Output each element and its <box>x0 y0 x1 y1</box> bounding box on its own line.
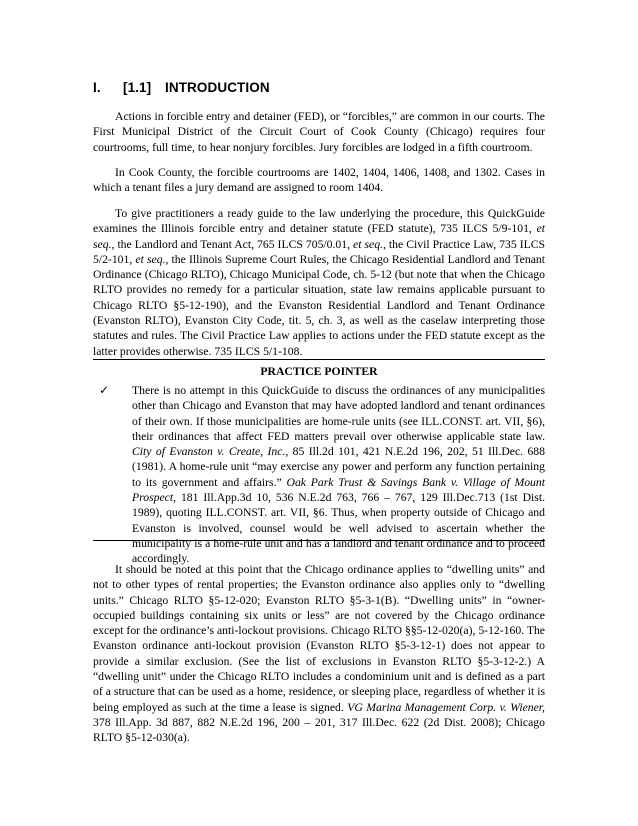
paragraph-intro <box>93 109 545 155</box>
section-ref: [1.1] <box>123 80 152 95</box>
paragraph-courtrooms <box>93 165 545 196</box>
practice-pointer-title: PRACTICE POINTER <box>260 365 378 378</box>
section-heading <box>93 80 270 95</box>
practice-pointer-top-rule <box>93 359 545 360</box>
text-run: the Civil Practice Law, 735 ILCS 5/2-101, <box>93 237 546 266</box>
text-run: It should be noted at this point that the Chicago ordinance applies to “dwelling units” and not to other types of rental properties; the Evanston ordinance also applies only to “dwelling units.” Chicago RLTO §5-12-020; Evanston RLTO §5-3-1(B). “Dwelling units” in “owner-occupied buildings containing six units or less” are not covered by the Chicago ordinance except for the ordinance’s anti-lockout provisions. Chicago RLTO §§5-12-020(a), 5-12-160. The Evanston ordinance anti-lockout provision (Evanston RLTO §5-3-12-1) does not appear to provide a similar exclusion. (See the list of exclusions in Evanston RLTO §5-3-12-2.) A “dwelling unit” under the Chicago RLTO includes a condominium unit and is defined as a part of a structure that can be used as a home, residence, or sleeping place, regardless of whether it is being employed as such at the time a lease is signed. <box>93 563 545 714</box>
text-run: the Landlord and Tenant Act, 765 ILCS 705/0.01, <box>114 237 354 251</box>
italic-run: et seq., <box>353 237 386 251</box>
text-run: There is no attempt in this QuickGuide to discuss the ordinances of any municipalities other than Chicago and Evanston that may have adopted landlord and tenant ordinances of their own. If those municipalities are home-rule units (see ILL.CONST. art. VII, §6), their ordinances that affect FED matters prevail over otherwise applicable state law. <box>132 384 545 443</box>
text-run: 181 Ill.App.3d 10, 536 N.E.2d 763, 766 – 767, 129 Ill.Dec.713 (1st Dist. 1989), quoting ILL.CONST. art. VII, §6. Thus, when property outside of Chicago and Evanston is involved, counsel would be well advised to ascertain whether the municipality is a home-rule unit and has a landlord and tenant ordinance and to proceed accordingly. <box>132 491 545 566</box>
text-run: 378 Ill.App. 3d 887, 882 N.E.2d 196, 200 – 201, 317 Ill.Dec. 622 (2d Dist. 2008); Chicago RLTO §5-12-030(a). <box>93 715 545 745</box>
italic-run: et seq., <box>93 222 545 251</box>
italic-run: VG Marina Management Corp. v. Wiener, <box>347 700 545 714</box>
italic-run: Oak Park Trust & Savings Bank v. Village of Mount Prospect, <box>132 475 545 505</box>
paragraph-scope <box>93 206 545 359</box>
practice-pointer-bottom-rule <box>93 540 545 541</box>
paragraph-text <box>93 562 545 746</box>
section-title: INTRODUCTION <box>165 80 270 95</box>
italic-run: City of Evanston v. Create, Inc., <box>132 445 289 459</box>
text-run: 85 Ill.2d 101, 421 N.E.2d 196, 202, 51 Ill.Dec. 688 (1981). A home-rule unit “may exercise any power and perform any function pertaining to its government and affairs.” <box>132 445 545 489</box>
paragraph-dwelling-units <box>93 562 545 746</box>
paragraph-text <box>93 206 545 359</box>
text-run: the Illinois Supreme Court Rules, the Chicago Residential Landlord and Tenant Ordinance (Chicago RLTO), Chicago Municipal Code, ch. 5-12 (but note that when the Chicago RLTO provides no remedy for a particular situation, state law remains applicable pursuant to Chicago RLTO §5-12-190), and the Evanston Residential Landlord and Tenant Ordinance (Evanston RLTO), Evanston City Code, tit. 5, ch. 3, as well as the caselaw interpreting those statutes and rules. The Civil Practice Law applies to actions under the FED statute except as the latter provides otherwise. 735 ILCS 5/1-108. <box>93 252 545 358</box>
paragraph-text: In Cook County, the forcible courtrooms are 1402, 1404, 1406, 1408, and 1302. Cases in which a tenant files a jury demand are assigned to room 1404. <box>93 166 545 195</box>
section-number: I. <box>93 80 101 95</box>
checkmark-icon: ✓ <box>99 383 110 397</box>
text-run: To give practitioners a ready guide to the law underlying the procedure, this QuickGuide examines the Illinois forcible entry and detainer statute (FED statute), 735 ILCS 5/9-101, <box>93 207 545 236</box>
italic-run: et seq., <box>135 252 169 266</box>
paragraph-text: Actions in forcible entry and detainer (FED), or “forcibles,” are common in our courts. The First Municipal District of the Circuit Court of Cook County (Chicago) requires four courtrooms, full time, to hear nonjury forcibles. Jury forcibles are lodged in a fifth courtroom. <box>93 110 545 154</box>
